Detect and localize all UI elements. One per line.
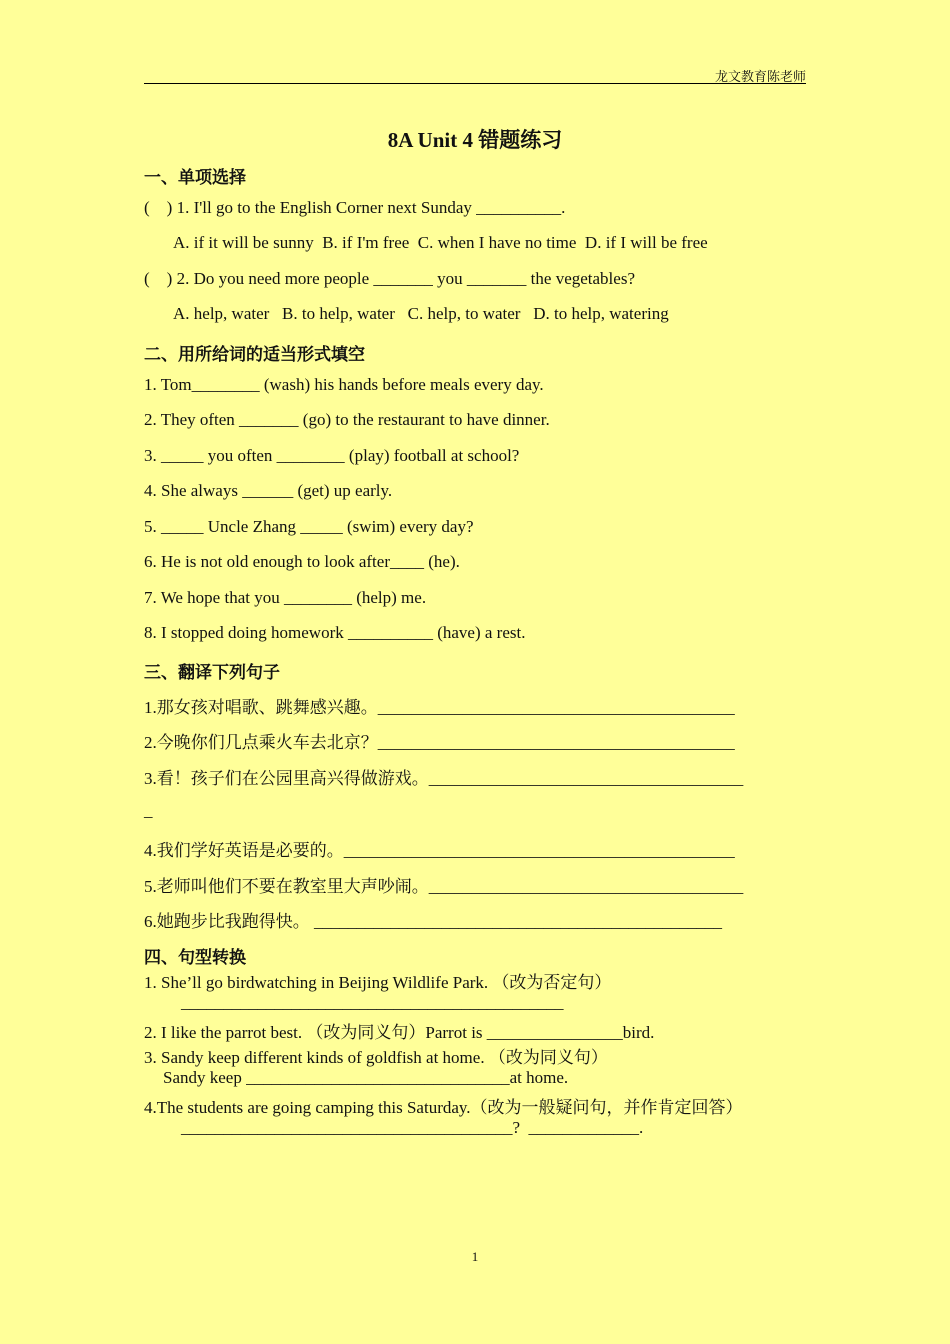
fill-item: 2. They often _______ (go) to the restaurant to have dinner. — [144, 410, 550, 429]
question-1-options: A. if it will be sunny B. if I'm free C. when I have no time D. if I will be free — [173, 233, 708, 252]
translate-item: 2.今晚你们几点乘火车去北京？__________________________________________ — [144, 733, 735, 752]
transform-item: 4.The students are going camping this Saturday.（改为一般疑问句，并作肯定回答） — [144, 1098, 743, 1117]
section-4-heading: 四、句型转换 — [144, 948, 246, 968]
section-2-heading: 二、用所给词的适当形式填空 — [144, 345, 365, 365]
transform-answer-line: _______________________________________? _____________. — [181, 1118, 644, 1137]
translate-item: 6.她跑步比我跑得快。 ________________________________________________ — [144, 912, 722, 931]
translate-item: 5.老师叫他们不要在教室里大声吵闹。_____________________________________ — [144, 877, 744, 896]
transform-answer-line: Sandy keep _______________________________at home. — [163, 1068, 569, 1087]
transform-item: 1. She’ll go birdwatching in Beijing Wildlife Park. （改为否定句） — [144, 973, 612, 992]
transform-item: 2. I like the parrot best. （改为同义句）Parrot is ________________bird. — [144, 1023, 655, 1042]
translate-item: 4.我们学好英语是必要的。______________________________________________ — [144, 841, 735, 860]
header-text: 龙文教育陈老师 — [714, 69, 806, 84]
translate-item: 3.看！孩子们在公园里高兴得做游戏。_____________________________________ — [144, 769, 744, 788]
fill-item: 7. We hope that you ________ (help) me. — [144, 588, 427, 607]
fill-item: 3. _____ you often ________ (play) football at school? — [144, 446, 520, 465]
translate-item-overflow: _ — [144, 801, 153, 820]
translate-item: 1.那女孩对唱歌、跳舞感兴趣。__________________________________________ — [144, 698, 735, 717]
question-1: ( ) 1. I'll go to the English Corner next Sunday __________. — [144, 198, 566, 217]
header-rule — [144, 83, 806, 84]
fill-item: 6. He is not old enough to look after____ (he). — [144, 552, 460, 571]
question-2: ( ) 2. Do you need more people _______ you _______ the vegetables? — [144, 269, 635, 288]
page-number: 1 — [471, 1249, 479, 1264]
fill-item: 8. I stopped doing homework __________ (have) a rest. — [144, 623, 526, 642]
section-3-heading: 三、翻译下列句子 — [144, 663, 280, 683]
fill-item: 5. _____ Uncle Zhang _____ (swim) every day? — [144, 517, 474, 536]
transform-answer-line: _____________________________________________ — [181, 993, 564, 1012]
section-1-heading: 一、单项选择 — [144, 168, 246, 188]
transform-item: 3. Sandy keep different kinds of goldfish at home. （改为同义句） — [144, 1048, 608, 1067]
page-title: 8A Unit 4 错题练习 — [387, 128, 563, 152]
question-2-options: A. help, water B. to help, water C. help, to water D. to help, watering — [173, 304, 669, 323]
fill-item: 1. Tom________ (wash) his hands before meals every day. — [144, 375, 544, 394]
fill-item: 4. She always ______ (get) up early. — [144, 481, 393, 500]
